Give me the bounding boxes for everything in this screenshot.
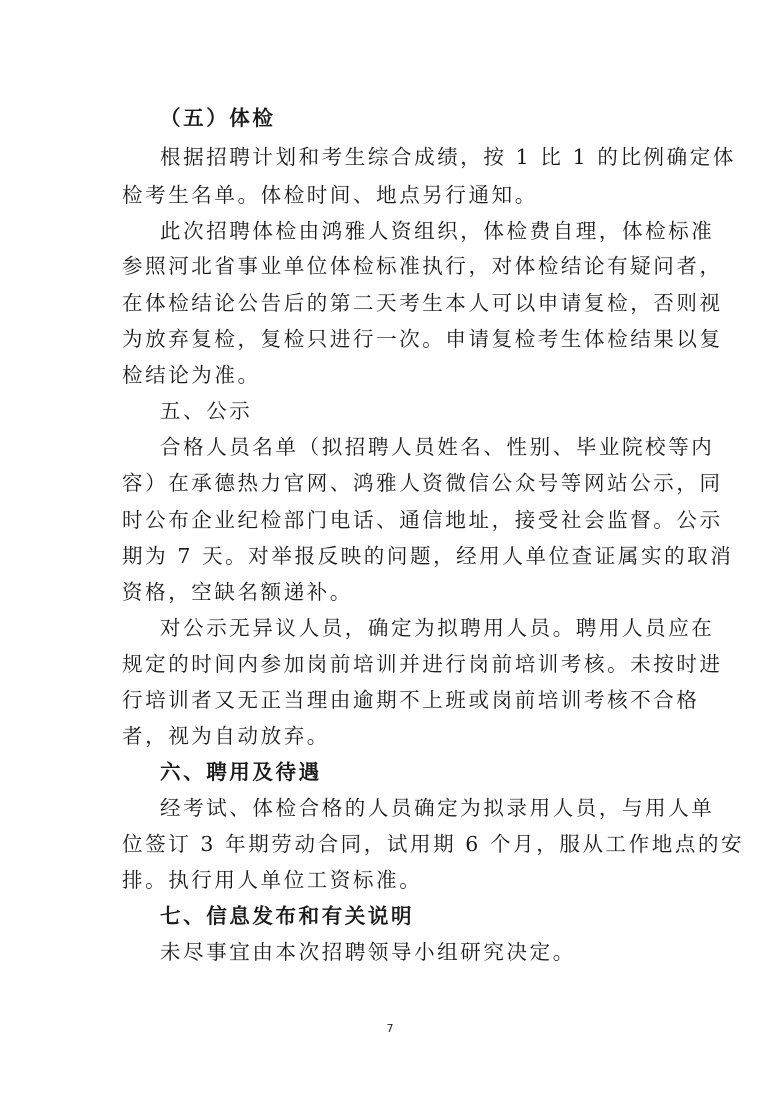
paragraph-line: 经考试、体检合格的人员确定为拟录用人员，与用人单	[160, 796, 715, 820]
paragraph-line: 检考生名单。体检时间、地点另行通知。	[122, 183, 538, 207]
paragraph-line: 未尽事宜由本次招聘领导小组研究决定。	[160, 940, 576, 964]
paragraph-line: 位签订 3 年期劳动合同，试用期 6 个月，服从工作地点的安	[122, 832, 745, 856]
paragraph-line: 合格人员名单（拟招聘人员姓名、性别、毕业院校等内	[160, 435, 715, 459]
paragraph-line: 行培训者又无正当理由逾期不上班或岗前培训考核不合格	[122, 688, 700, 712]
section-heading-info-release: 七、信息发布和有关说明	[160, 904, 415, 928]
paragraph-line: 资格，空缺名额递补。	[122, 580, 353, 604]
paragraph-line: 对公示无异议人员，确定为拟聘用人员。聘用人员应在	[160, 616, 715, 640]
section-heading-physical-exam: （五）体检	[160, 106, 276, 130]
paragraph-line: 为放弃复检，复检只进行一次。申请复检考生体检结果以复	[122, 327, 723, 351]
section-heading-publicity: 五、公示	[160, 399, 253, 423]
paragraph-line: 规定的时间内参加岗前培训并进行岗前培训考核。未按时进	[122, 652, 723, 676]
paragraph-line: 根据招聘计划和考生综合成绩，按 1 比 1 的比例确定体	[160, 145, 736, 169]
paragraph-line: 容）在承德热力官网、鸿雅人资微信公众号等网站公示，同	[122, 471, 723, 495]
paragraph-line: 此次招聘体检由鸿雅人资组织，体检费自理，体检标准	[160, 219, 715, 243]
paragraph-line: 者，视为自动放弃。	[122, 724, 330, 748]
paragraph-line: 参照河北省事业单位体检标准执行，对体检结论有疑问者，	[122, 254, 723, 278]
section-heading-employment: 六、聘用及待遇	[160, 760, 322, 784]
paragraph-line: 期为 7 天。对举报反映的问题，经用人单位查证属实的取消	[122, 544, 734, 568]
paragraph-line: 检结论为准。	[122, 363, 261, 387]
paragraph-line: 在体检结论公告后的第二天考生本人可以申请复检，否则视	[122, 291, 723, 315]
paragraph-line: 排。执行用人单位工资标准。	[122, 868, 423, 892]
paragraph-line: 时公布企业纪检部门电话、通信地址，接受社会监督。公示	[122, 508, 723, 532]
page-number: 7	[386, 1022, 394, 1035]
